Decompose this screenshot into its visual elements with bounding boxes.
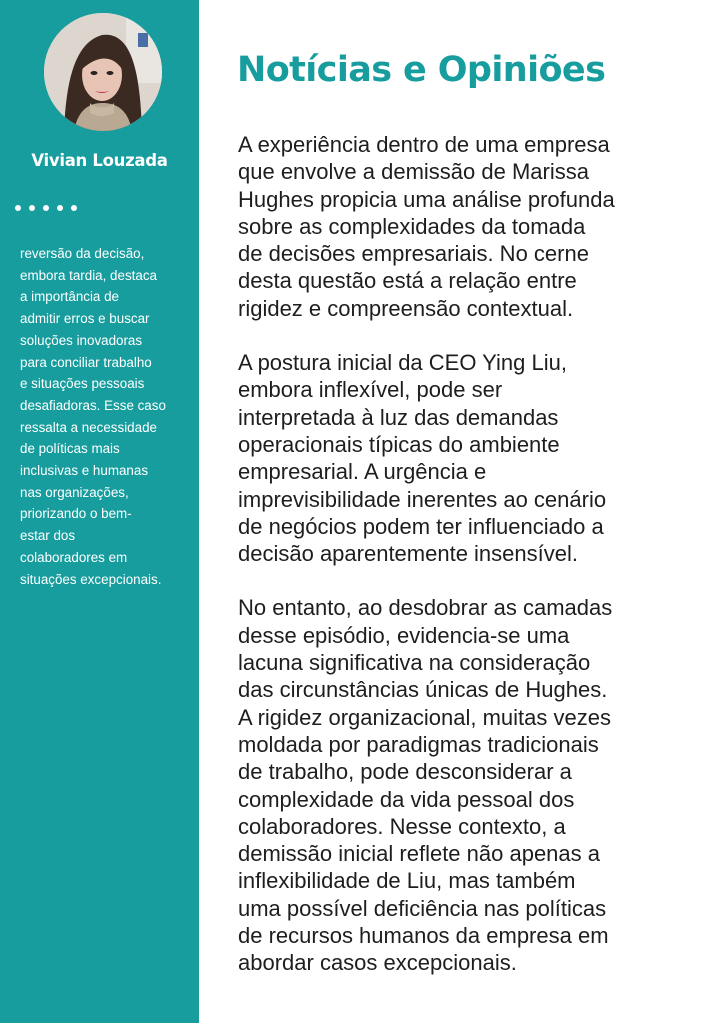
article-paragraph: A postura inicial da CEO Ying Liu, embora inflexível, pode ser interpretada à luz das demandas operacionais típicas do ambiente empresarial. A urgência e imprevisibilidade inerentes ao cenário de negócios podem ter influenciado a decisão aparentemente insensível. [238, 350, 607, 567]
author-portrait [44, 13, 162, 131]
page-title: Notícias e Opiniões [237, 50, 606, 90]
dot-icon [15, 205, 21, 211]
dot-icon [43, 205, 49, 211]
sidebar-excerpt: reversão da decisão, embora tardia, destaca a importância de admitir erros e buscar soluções inovadoras para conciliar trabalho e situações pessoais desafiadoras. Esse caso ressalta a necessidade de políticas mais inclusivas e humanas nas organizações, priorizando o bem- estar dos colaboradores em situações excepcionais. [20, 246, 166, 587]
author-name: Vivian Louzada [31, 151, 168, 170]
article-body [238, 131, 708, 1004]
pagination-dots [15, 205, 77, 211]
author-avatar [44, 13, 162, 131]
dot-icon [71, 205, 77, 211]
article-paragraph: A experiência dentro de uma empresa que envolve a demissão de Marissa Hughes propicia uma análise profunda sobre as complexidades da tomada de decisões empresariais. No cerne desta questão está a relação entre rigidez e compreensão contextual. [238, 132, 615, 321]
sidebar [0, 0, 199, 1023]
article-paragraph: No entanto, ao desdobrar as camadas desse episódio, evidencia-se uma lacuna significativa na consideração das circunstâncias únicas de Hughes. A rigidez organizacional, muitas vezes moldada por paradigmas tradicionais de trabalho, pode desconsiderar a complexidade da vida pessoal dos colaboradores. Nesse contexto, a demissão inicial reflete não apenas a inflexibilidade de Liu, mas também uma possível deficiência nas políticas de recursos humanos da empresa em abordar casos excepcionais. [238, 595, 613, 976]
dot-icon [57, 205, 63, 211]
dot-icon [29, 205, 35, 211]
